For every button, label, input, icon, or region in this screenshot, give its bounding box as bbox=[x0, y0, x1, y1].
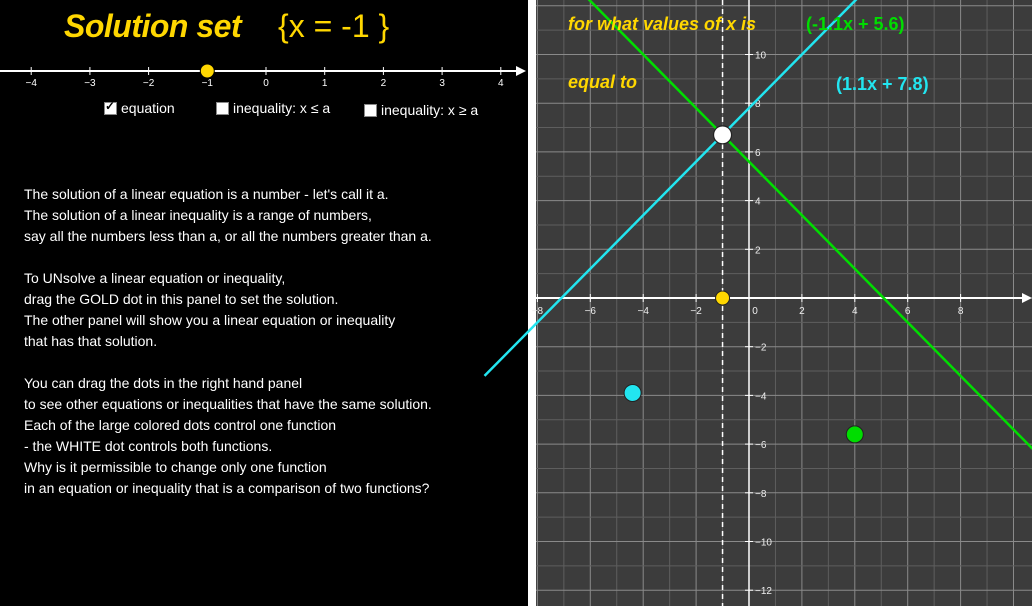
x-axis-tick-label: 4 bbox=[852, 306, 858, 317]
instruction-line: To UNsolve a linear equation or inequality, bbox=[24, 270, 286, 286]
instruction-line: say all the numbers less than a, or all the numbers greater than a. bbox=[24, 228, 432, 244]
green-function-line bbox=[485, 0, 1032, 483]
number-line-tick-label: 4 bbox=[498, 78, 504, 89]
y-axis-tick-label: −6 bbox=[755, 440, 767, 452]
gold-dot-handle[interactable] bbox=[200, 64, 214, 78]
instruction-line: - the WHITE dot controls both functions. bbox=[24, 438, 273, 454]
checkbox-inequality-le-box[interactable] bbox=[216, 102, 229, 115]
x-axis-tick-label: 6 bbox=[904, 306, 911, 317]
x-axis-arrow bbox=[1022, 293, 1032, 303]
instruction-line: to see other equations or inequalities that have the same solution. bbox=[24, 396, 432, 412]
y-axis-tick-label: −12 bbox=[755, 586, 772, 598]
y-axis-tick-label: −4 bbox=[755, 391, 767, 403]
instructions-paragraph-2 bbox=[24, 268, 395, 352]
cyan-dot-handle[interactable] bbox=[624, 384, 641, 401]
instructions-paragraph-1 bbox=[24, 184, 432, 247]
instruction-line: in an equation or inequality that is a comparison of two functions? bbox=[24, 480, 430, 496]
number-line-tick-label: 1 bbox=[321, 78, 328, 89]
y-axis-tick-label: 6 bbox=[755, 147, 761, 159]
green-dot-handle[interactable] bbox=[846, 426, 863, 443]
solution-set-display: {x = -1 } bbox=[278, 8, 390, 44]
instruction-line: The other panel will show you a linear equation or inequality bbox=[24, 312, 396, 328]
instruction-line: that has that solution. bbox=[24, 333, 158, 349]
instructions-paragraph-3 bbox=[24, 373, 432, 499]
instruction-line: The solution of a linear inequality is a range of numbers, bbox=[24, 207, 372, 223]
number-line-tick-label: −1 bbox=[201, 78, 214, 89]
y-axis-tick-label: 4 bbox=[755, 196, 761, 208]
y-axis-tick-label: 10 bbox=[755, 50, 767, 62]
graph-panel bbox=[531, 0, 1032, 606]
number-line-tick-label: −2 bbox=[142, 78, 155, 89]
checkbox-equation[interactable] bbox=[104, 100, 175, 116]
y-axis-tick-label: −8 bbox=[755, 488, 767, 500]
y-axis-tick-label: 8 bbox=[755, 99, 761, 111]
question-line-2: equal to bbox=[568, 72, 638, 92]
x-axis-tick-label: −8 bbox=[531, 306, 544, 317]
y-axis-tick-label: −2 bbox=[755, 342, 767, 354]
instruction-line: Each of the large colored dots control one function bbox=[24, 417, 337, 433]
checkbox-inequality-ge-label: inequality: x ≥ a bbox=[381, 102, 479, 118]
function-label-green: (-1.1x + 5.6) bbox=[806, 14, 905, 34]
number-line-arrow bbox=[516, 66, 526, 76]
number-line-tick-label: 2 bbox=[380, 78, 387, 89]
question-line-1: for what values of x is bbox=[568, 14, 757, 34]
page-title: Solution set bbox=[64, 8, 242, 44]
gold-dot-marker[interactable] bbox=[716, 291, 730, 305]
y-axis-tick-label: 2 bbox=[755, 245, 761, 257]
checkbox-inequality-ge-box[interactable] bbox=[364, 104, 377, 117]
x-axis-tick-label: 2 bbox=[799, 306, 805, 317]
checkbox-inequality-ge[interactable] bbox=[364, 102, 478, 118]
number-line-tick-label: −3 bbox=[84, 78, 96, 89]
number-line-tick-label: 3 bbox=[439, 78, 445, 89]
panel-divider bbox=[528, 0, 536, 606]
x-axis-tick-label: 0 bbox=[752, 306, 758, 317]
x-axis-tick-label: −2 bbox=[690, 306, 702, 317]
number-line-tick-label: 0 bbox=[263, 78, 269, 89]
checkbox-inequality-le-label: inequality: x ≤ a bbox=[233, 100, 331, 116]
x-axis-tick-label: −4 bbox=[637, 306, 649, 317]
instruction-line: The solution of a linear equation is a number - let's call it a. bbox=[24, 186, 389, 202]
checkbox-equation-box[interactable] bbox=[104, 102, 117, 115]
instruction-line: Why is it permissible to change only one function bbox=[24, 459, 327, 475]
x-axis-tick-label: −6 bbox=[584, 306, 597, 317]
function-label-cyan: (1.1x + 7.8) bbox=[836, 74, 929, 94]
x-axis-tick-label: 8 bbox=[957, 306, 964, 317]
checkbox-inequality-le[interactable] bbox=[216, 100, 330, 116]
y-axis-tick-label: −10 bbox=[755, 537, 772, 549]
instruction-line: You can drag the dots in the right hand panel bbox=[24, 375, 303, 391]
checkbox-equation-label: equation bbox=[121, 100, 175, 116]
number-line-tick-label: −4 bbox=[25, 78, 37, 89]
white-dot-handle[interactable] bbox=[714, 126, 732, 144]
instruction-line: drag the GOLD dot in this panel to set the solution. bbox=[24, 291, 339, 307]
